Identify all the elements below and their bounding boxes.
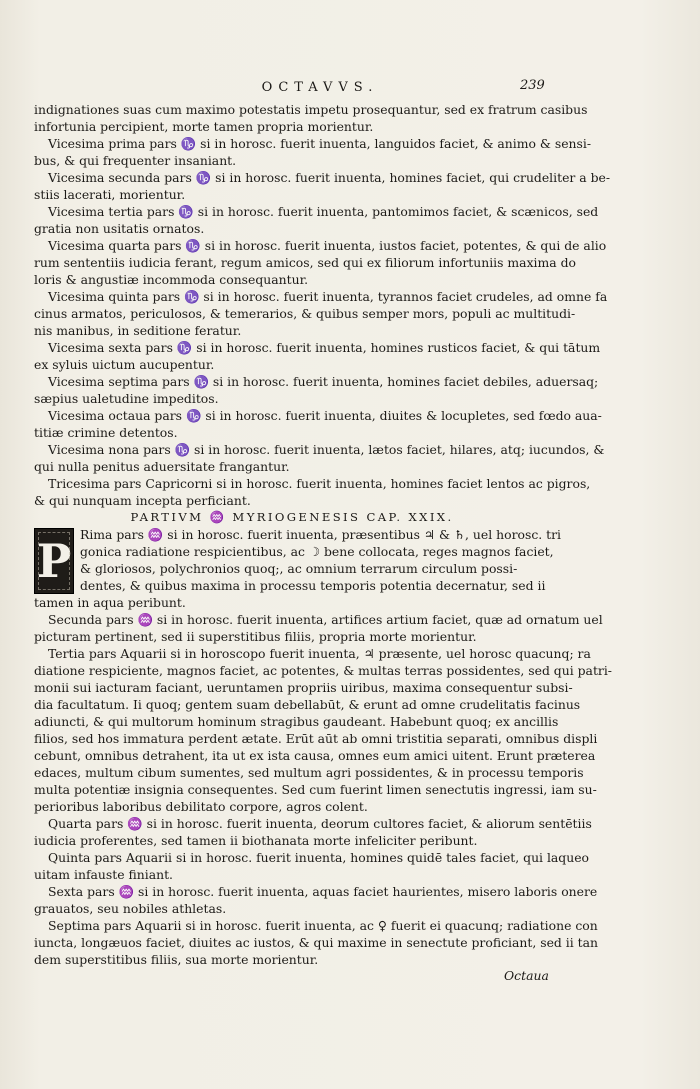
- text-block-top: [34, 101, 611, 509]
- text-line: perioribus laboribus debilitato corpore, agros colent.: [34, 799, 368, 814]
- text-line: infortunia percipient, morte tamen propria morientur.: [34, 119, 374, 134]
- text-line: indignationes suas cum maximo potestatis impetu prosequantur, sed ex fratrum casibus: [34, 102, 588, 117]
- text-line: Sexta pars ♒ si in horosc. fuerit inuenta, aquas faciet haurientes, misero laboris onere: [48, 884, 598, 899]
- text-line: iudicia proferentes, sed tamen ii biothanata morte infeliciter peribunt.: [34, 833, 478, 848]
- running-head: [0, 80, 700, 100]
- text-line: dem superstitibus filiis, sua morte morientur.: [34, 952, 319, 967]
- text-line: Vicesima secunda pars ♑ si in horosc. fuerit inuenta, homines faciet, qui crudeliter a be-: [48, 170, 611, 185]
- text-line: picturam pertinent, sed ii superstitibus filiis, propria morte morientur.: [34, 629, 477, 644]
- text-line: bus, & qui frequenter insaniant.: [34, 153, 237, 168]
- text-block-bottom: [34, 594, 612, 968]
- text-line: sæpius ualetudine impeditos.: [34, 391, 219, 406]
- text-line: cinus armatos, periculosos, & temerarios, & quibus semper mors, populi ac multitudi-: [34, 306, 576, 321]
- text-line: gonica radiatione respicientibus, ac ☽ bene collocata, reges magnos faciet,: [80, 544, 554, 559]
- text-line: tamen in aqua peribunt.: [34, 595, 186, 610]
- text-line: monii sui iacturam faciant, ueruntamen propriis uiribus, maxima consequentur subsi-: [34, 680, 573, 695]
- text-line: edaces, multum cibum sumentes, sed multum agri possidentes, & in processu temporis: [34, 765, 584, 780]
- chapter-heading: PARTIVM ♒ MYRIOGENESIS CAP. XXIX.: [130, 510, 454, 524]
- text-line: filios, sed hos immatura perdent ætate. Erūt aūt ab omni tristitia separati, omnibus displi: [34, 731, 598, 746]
- text-line: dentes, & quibus maxima in processu temporis potentia decernatur, sed ii: [80, 578, 546, 593]
- text-line: Vicesima sexta pars ♑ si in horosc. fuerit inuenta, homines rusticos faciet, & qui tātum: [48, 340, 601, 355]
- text-line: Vicesima tertia pars ♑ si in horosc. fuerit inuenta, pantomimos faciet, & scænicos, sed: [48, 204, 599, 219]
- text-line: Vicesima octaua pars ♑ si in horosc. fuerit inuenta, diuites & locupletes, sed fœdo aua-: [48, 408, 602, 423]
- text-line: Secunda pars ♒ si in horosc. fuerit inuenta, artifices artium faciet, quæ ad ornatum uel: [48, 612, 603, 627]
- text-line: Tertia pars Aquarii si in horoscopo fuerit inuenta, ♃ præsente, uel horosc quacunq; ra: [48, 646, 591, 661]
- text-line: uitam infauste finiant.: [34, 867, 173, 882]
- text-line: iuncta, longæuos faciet, diuites ac iustos, & qui maxime in senectute proficiant, sed ii tan: [34, 935, 598, 950]
- text-line: Vicesima quinta pars ♑ si in horosc. fuerit inuenta, tyrannos faciet crudeles, ad omne fa: [48, 289, 608, 304]
- running-title: OCTAVVS.: [261, 80, 379, 95]
- text-line: diatione respiciente, magnos faciet, ac potentes, & multas terras possidentes, sed qui patri-: [34, 663, 612, 678]
- text-line: stiis lacerati, morientur.: [34, 187, 186, 202]
- text-line: Vicesima prima pars ♑ si in horosc. fuerit inuenta, languidos faciet, & animo & sensi-: [48, 136, 592, 151]
- text-line: nis manibus, in seditione feratur.: [34, 323, 242, 338]
- text-line: grauatos, seu nobiles athletas.: [34, 901, 227, 916]
- text-line: rum sententiis iudicia ferant, regum amicos, sed qui ex filiorum infortuniis maxima do: [34, 255, 576, 270]
- text-line: dia facultatum. Ii quoq; gentem suam debellabūt, & erunt ad omne crudelitatis facinus: [34, 697, 581, 712]
- dropcap-lines: [80, 526, 561, 594]
- catchword: Octaua: [504, 968, 549, 983]
- text-line: Vicesima septima pars ♑ si in horosc. fuerit inuenta, homines faciet debiles, aduersaq;: [48, 374, 599, 389]
- text-line: loris & angustiæ incommoda consequantur.: [34, 272, 309, 287]
- text-line: Vicesima nona pars ♑ si in horosc. fuerit inuenta, lætos faciet, hilares, atq; iucundos, &: [48, 442, 605, 457]
- text-line: Septima pars Aquarii si in horosc. fuerit inuenta, ac ♀ fuerit ei quacunq; radiatione con: [48, 918, 598, 933]
- page-number: 239: [520, 78, 545, 93]
- text-line: Tricesima pars Capricorni si in horosc. fuerit inuenta, homines faciet lentos ac pigros,: [48, 476, 591, 491]
- text-line: Vicesima quarta pars ♑ si in horosc. fuerit inuenta, iustos faciet, potentes, & qui de alio: [48, 238, 607, 253]
- body-text: [34, 101, 612, 968]
- text-line: multa potentiæ insignia consequentes. Sed cum fuerint limen senectutis ingressi, iam su-: [34, 782, 597, 797]
- decorated-initial: P: [34, 528, 74, 594]
- text-line: gratia non usitatis ornatos.: [34, 221, 205, 236]
- text-line: Rima pars ♒ si in horosc. fuerit inuenta, præsentibus ♃ & ♄, uel horosc. tri: [80, 527, 561, 542]
- text-line: & gloriosos, polychronios quoq;, ac omnium terrarum circulum possi-: [80, 561, 518, 576]
- text-line: ex syluis uictum aucupentur.: [34, 357, 215, 372]
- text-line: Quarta pars ♒ si in horosc. fuerit inuenta, deorum cultores faciet, & aliorum sentētiis: [48, 816, 592, 831]
- text-line: adiuncti, & qui multorum hominum stragibus gaudeant. Habebunt quoq; ex ancillis: [34, 714, 559, 729]
- text-line: & qui nunquam incepta perficiant.: [34, 493, 251, 508]
- text-line: cebunt, omnibus detrahent, ita ut ex ista causa, omnes eum amici uitent. Erunt præterea: [34, 748, 596, 763]
- text-line: qui nulla penitus aduersitate frangantur.: [34, 459, 290, 474]
- text-line: titiæ crimine detentos.: [34, 425, 178, 440]
- dropcap-paragraph: [34, 526, 561, 594]
- text-line: Quinta pars Aquarii si in horosc. fuerit inuenta, homines quidē tales faciet, qui laqueo: [48, 850, 590, 865]
